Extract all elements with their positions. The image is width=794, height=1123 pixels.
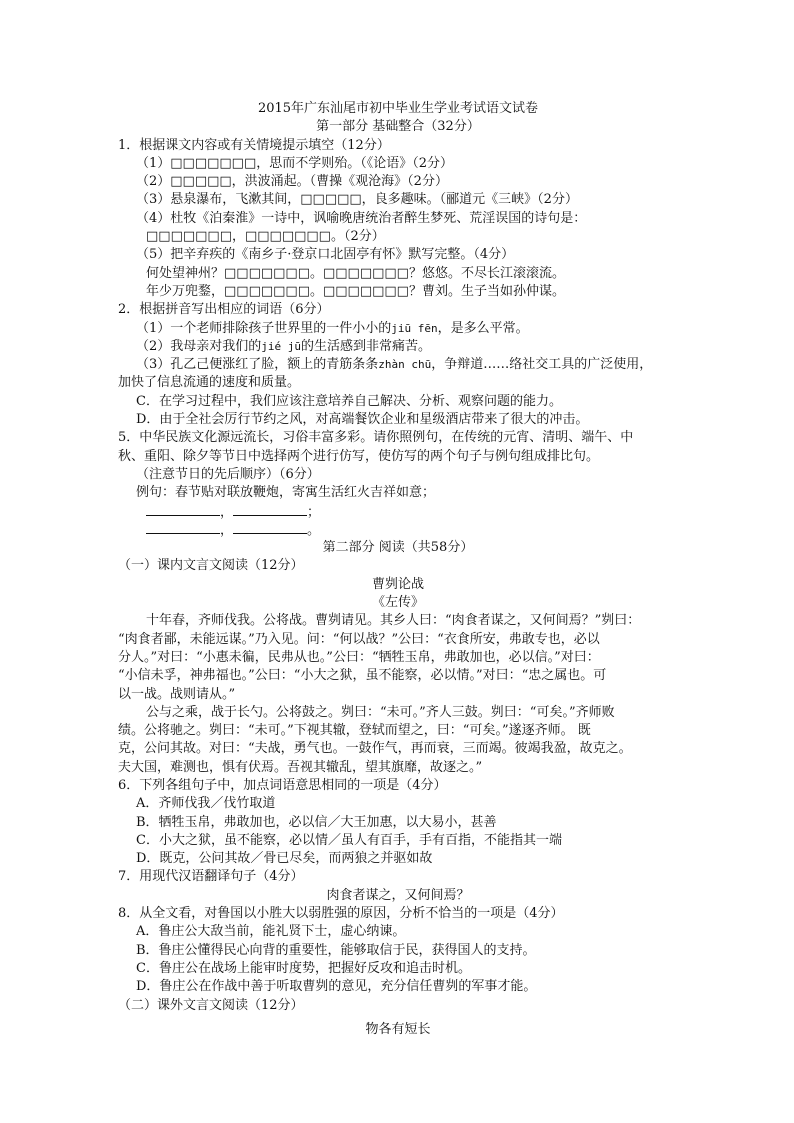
option-c: C．在学习过程中，我们应该注意培养自己解决、分析、观察问题的能力。 bbox=[136, 393, 562, 409]
text-source: 《左传》 bbox=[371, 595, 424, 611]
q6-stem: 6．下列各组句子中，加点词语意思相同的一项是（4分） bbox=[118, 777, 447, 793]
q1-line-1: （1）□□□□□□□，思而不学则殆。（《论语》（2分） bbox=[136, 155, 454, 171]
pinyin-jiufen: jiū fēn bbox=[391, 321, 438, 335]
q5-stem-2: 秋、重阳、除夕等节日中选择两个进行仿写，使仿写的两个句子与例句组成排比句。 bbox=[118, 448, 600, 464]
text-title: 曹刿论战 bbox=[371, 576, 424, 592]
pinyin-jieju: jié jū bbox=[261, 339, 302, 353]
q2-line-1 bbox=[118, 320, 678, 338]
semicolon: ； bbox=[307, 504, 321, 520]
q2-line-2 bbox=[118, 338, 678, 356]
comma: ， bbox=[220, 504, 234, 520]
q1-line-8: 年少万兜鍪，□□□□□□□。□□□□□□□？曹刘。生子当如孙仲谋。 bbox=[146, 283, 565, 299]
text-line: “肉食者鄙，未能远谋。”乃入见。问：“何以战？”公曰：“衣食所安，弗敢专也，必以 bbox=[118, 631, 600, 647]
q6-option-c: C．小大之狱，虽不能察，必以情／虽人有百手，手有百指，不能指其一端 bbox=[136, 832, 562, 848]
q2-l3-tail: ，争辩道……络社交工具的广泛使用， bbox=[431, 357, 653, 373]
text-line: 克，公问其故。对曰：“夫战，勇气也。一鼓作气，再而衰，三而竭。彼竭我盈，故克之。 bbox=[118, 741, 632, 757]
q7-stem: 7．用现代汉语翻译句子（4分） bbox=[118, 869, 304, 885]
q6-option-a: A．齐师伐我／伐竹取道 bbox=[136, 796, 276, 812]
answer-blank[interactable] bbox=[233, 521, 307, 534]
period: 。 bbox=[307, 522, 321, 538]
q1-stem: 1．根据课文内容或有关情境提示填空（12分） bbox=[118, 137, 390, 153]
q5-example: 例句：春节贴对联放鞭炮，寄寓生活红火吉祥如意； bbox=[136, 485, 436, 501]
answer-blank[interactable] bbox=[233, 503, 307, 516]
q2-l3-text: （3）孔乙己便涨红了脸，额上的青筋条条 bbox=[136, 357, 379, 373]
q5-stem: 5．中华民族文化源远流长，习俗丰富多彩。请你照例句，在传统的元宵、清明、端午、中 bbox=[118, 430, 634, 446]
answer-blank[interactable] bbox=[146, 521, 220, 534]
text-line: 分人。”对曰：“小惠未徧，民弗从也。”公曰：“牺牲玉帛，弗敢加也，必以信。”对曰： bbox=[118, 649, 600, 665]
section-2-heading: （二）课外文言文阅读（12分） bbox=[118, 997, 304, 1013]
q8-option-a: A．鲁庄公大敌当前，能礼贤下士，虚心纳谏。 bbox=[136, 924, 406, 940]
exam-title: 2015年广东汕尾市初中毕业生学业考试语文试卷 bbox=[257, 101, 539, 116]
q2-l2-text: （2）我母亲对我们的 bbox=[136, 338, 262, 354]
q6-option-b: B．牺牲玉帛，弗敢加也，必以信／大王加惠，以大易小，甚善 bbox=[136, 814, 497, 830]
q2-line-4: 加快了信息流通的速度和质量。 bbox=[118, 375, 301, 391]
q2-l1-tail: ，是多么平常。 bbox=[437, 320, 529, 336]
q1-line-6: （5）把辛弃疾的《南乡子·登京口北固亭有怀》默写完整。（4分） bbox=[136, 247, 515, 263]
text-line: 绩。公将驰之。刿曰：“未可。”下视其辙，登轼而望之，曰：“可矣。”遂逐齐师。 既 bbox=[118, 723, 591, 739]
q7-sentence: 肉食者谋之，又何间焉？ bbox=[326, 887, 470, 903]
q5-answer-2 bbox=[118, 521, 678, 539]
q8-option-b: B．鲁庄公懂得民心向背的重要性，能够取信于民，获得国人的支持。 bbox=[136, 942, 536, 958]
q8-option-c: C．鲁庄公在战场上能审时度势，把握好反攻和追击时机。 bbox=[136, 960, 471, 976]
q5-answer-1 bbox=[118, 503, 678, 521]
comma: ， bbox=[220, 522, 234, 538]
text-line: 夫大国，难测也，惧有伏焉。吾视其辙乱，望其旗靡，故逐之。” bbox=[118, 759, 483, 775]
part2-heading: 第二部分 阅读（共58分） bbox=[322, 540, 474, 556]
q8-option-d: D．鲁庄公在作战中善于听取曹刿的意见，充分信任曹刿的军事才能。 bbox=[136, 979, 537, 995]
text-line: “小信未孚，神弗福也。”公曰：“小大之狱，虽不能察，必以情。”对曰：“忠之属也。可 bbox=[118, 668, 607, 684]
q1-line-7: 何处望神州？□□□□□□□。□□□□□□□？悠悠。不尽长江滚滚流。 bbox=[146, 265, 565, 281]
q1-line-4: （4）杜牧《泊秦淮》一诗中，讽喻晚唐统治者醉生梦死、荒淫误国的诗句是： bbox=[136, 210, 587, 226]
q6-option-d: D．既克，公问其故／骨已尽矣，而两狼之并驱如故 bbox=[136, 851, 433, 867]
q2-l2-tail: 的生活感到非常痛苦。 bbox=[301, 338, 432, 354]
section-1-heading: （一）课内文言文阅读（12分） bbox=[118, 558, 304, 574]
q1-line-2: （2）□□□□□，洪波涌起。（曹操《观沧海》（2分） bbox=[136, 174, 448, 190]
q2-l1-text: （1）一个老师排除孩子世界里的一件小小的 bbox=[136, 320, 392, 336]
text-line: 公与之乘，战于长勺。公将鼓之。刿曰：“未可。”齐人三鼓。刿曰：“可矣。”齐师败 bbox=[146, 704, 615, 720]
pinyin-zhanchu: zhàn chū bbox=[378, 358, 432, 372]
q2-line-3 bbox=[118, 356, 678, 374]
q1-line-5: □□□□□□□，□□□□□□□。（2分） bbox=[146, 229, 385, 245]
part1-heading: 第一部分 基础整合（32分） bbox=[316, 119, 480, 135]
q8-stem: 8．从全文看，对鲁国以小胜大以弱胜强的原因，分析不恰当的一项是（4分） bbox=[118, 906, 564, 922]
answer-blank[interactable] bbox=[146, 503, 220, 516]
text-line: 以一战。战则请从。” bbox=[118, 686, 236, 702]
text-line: 十年春，齐师伐我。公将战。曹刿请见。其乡人曰：“肉食者谋之，又何间焉？”刿曰： bbox=[146, 613, 641, 629]
q5-note: （注意节日的先后顺序）（6分） bbox=[136, 466, 320, 482]
exam-page bbox=[118, 100, 678, 1039]
option-d: D．由于全社会厉行节约之风，对高端餐饮企业和星级酒店带来了很大的冲击。 bbox=[136, 412, 589, 428]
q2-stem: 2．根据拼音写出相应的词语（6分） bbox=[118, 302, 330, 318]
q1-line-3: （3）悬泉瀑布，飞漱其间，□□□□□，良多趣味。（郦道元《三峡》（2分） bbox=[136, 192, 578, 208]
text2-title: 物各有短长 bbox=[365, 1021, 431, 1037]
